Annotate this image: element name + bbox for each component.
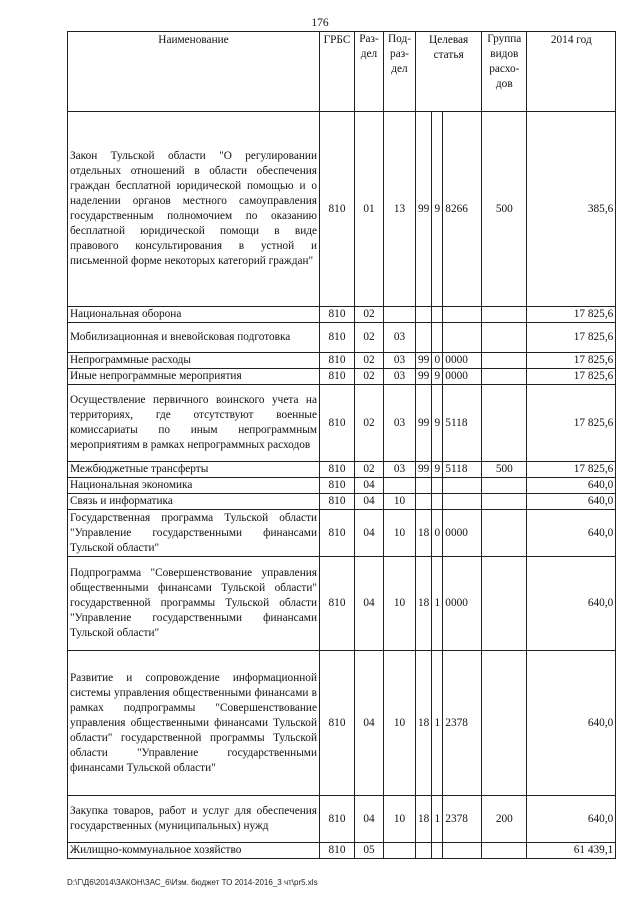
- row-target-program: 99: [416, 385, 432, 462]
- row-name: Национальная экономика: [68, 478, 320, 494]
- row-target-direction: 2378: [443, 796, 482, 843]
- row-grbs: 810: [320, 796, 355, 843]
- row-expense-group: [482, 651, 527, 796]
- row-podrazdel: 03: [384, 369, 416, 385]
- row-target-subprogram: 1: [432, 651, 443, 796]
- file-path-footer: D:\Г\Д6\2014\ЗАКОН\ЗАС_6\Изм. бюджет ТО 2014-2016_3 чт\pr5.xls: [67, 878, 318, 887]
- row-name: Национальная оборона: [68, 307, 320, 323]
- budget-table: [67, 31, 616, 859]
- table-row: [68, 796, 616, 843]
- row-grbs: 810: [320, 353, 355, 369]
- row-target-direction: 2378: [443, 651, 482, 796]
- row-name: Осуществление первичного воинского учета на территориях, где отсутствуют военные комиссариаты по иным непрограммным мероприятиям в рамках непрограммных расходов: [68, 385, 320, 462]
- row-podrazdel: 10: [384, 510, 416, 557]
- table-row: [68, 112, 616, 307]
- row-expense-group: 200: [482, 796, 527, 843]
- row-grbs: 810: [320, 651, 355, 796]
- row-expense-group: [482, 369, 527, 385]
- row-name: Непрограммные расходы: [68, 353, 320, 369]
- row-expense-group: [482, 510, 527, 557]
- page-number: 176: [311, 17, 329, 29]
- row-target-direction: [443, 843, 482, 859]
- row-amount: 385,6: [527, 112, 616, 307]
- row-target-program: 99: [416, 369, 432, 385]
- row-target-program: 99: [416, 462, 432, 478]
- row-podrazdel: 03: [384, 353, 416, 369]
- row-name: Межбюджетные трансферты: [68, 462, 320, 478]
- row-target-subprogram: 0: [432, 353, 443, 369]
- table-body: [68, 112, 616, 859]
- row-razdel: 02: [355, 385, 384, 462]
- row-target-direction: 5118: [443, 462, 482, 478]
- header-grbs: ГРБС: [320, 32, 355, 112]
- row-podrazdel: [384, 307, 416, 323]
- table-row: [68, 494, 616, 510]
- table-row: [68, 323, 616, 353]
- row-grbs: 810: [320, 510, 355, 557]
- row-target-direction: [443, 323, 482, 353]
- row-amount: 640,0: [527, 510, 616, 557]
- row-razdel: 02: [355, 323, 384, 353]
- header-celevaya-statya: Целевая статья: [416, 32, 482, 112]
- row-razdel: 04: [355, 510, 384, 557]
- row-target-direction: [443, 307, 482, 323]
- row-amount: 17 825,6: [527, 307, 616, 323]
- table-row: [68, 510, 616, 557]
- row-expense-group: [482, 478, 527, 494]
- row-target-direction: 0000: [443, 369, 482, 385]
- table-row: [68, 307, 616, 323]
- row-target-subprogram: 1: [432, 557, 443, 651]
- row-expense-group: [482, 385, 527, 462]
- row-target-program: [416, 494, 432, 510]
- row-podrazdel: 10: [384, 494, 416, 510]
- row-razdel: 04: [355, 494, 384, 510]
- row-expense-group: 500: [482, 462, 527, 478]
- row-amount: 640,0: [527, 494, 616, 510]
- row-target-direction: 8266: [443, 112, 482, 307]
- row-grbs: 810: [320, 307, 355, 323]
- row-grbs: 810: [320, 369, 355, 385]
- row-target-program: 99: [416, 353, 432, 369]
- row-name: Мобилизационная и вневойсковая подготовка: [68, 323, 320, 353]
- row-razdel: 04: [355, 651, 384, 796]
- row-target-direction: [443, 478, 482, 494]
- row-grbs: 810: [320, 462, 355, 478]
- row-target-program: 18: [416, 796, 432, 843]
- row-expense-group: [482, 323, 527, 353]
- row-razdel: 02: [355, 307, 384, 323]
- row-podrazdel: [384, 478, 416, 494]
- row-name: Закон Тульской области "О регулировании отдельных отношений в области обеспечения граждан бесплатной юридической помощью и о наделении органов местного самоуправления государственным полномочием по оказанию бесплатной юридической помощи в виде правового консультирования в устной и письменной форме некоторых категорий граждан": [68, 112, 320, 307]
- row-amount: 640,0: [527, 796, 616, 843]
- row-grbs: 810: [320, 323, 355, 353]
- row-amount: 61 439,1: [527, 843, 616, 859]
- row-target-direction: 0000: [443, 557, 482, 651]
- row-amount: 17 825,6: [527, 369, 616, 385]
- table-row: [68, 557, 616, 651]
- row-razdel: 04: [355, 557, 384, 651]
- row-target-program: 18: [416, 651, 432, 796]
- table-row: [68, 651, 616, 796]
- row-amount: 17 825,6: [527, 385, 616, 462]
- row-razdel: 01: [355, 112, 384, 307]
- row-target-program: 18: [416, 557, 432, 651]
- row-target-subprogram: 9: [432, 462, 443, 478]
- table-row: [68, 385, 616, 462]
- table-row: [68, 369, 616, 385]
- row-amount: 17 825,6: [527, 353, 616, 369]
- row-target-subprogram: 9: [432, 112, 443, 307]
- row-expense-group: [482, 307, 527, 323]
- row-amount: 640,0: [527, 478, 616, 494]
- row-target-program: [416, 478, 432, 494]
- row-target-program: [416, 323, 432, 353]
- row-target-subprogram: 0: [432, 510, 443, 557]
- row-name: Закупка товаров, работ и услуг для обеспечения государственных (муниципальных) нужд: [68, 796, 320, 843]
- row-grbs: 810: [320, 843, 355, 859]
- row-amount: 640,0: [527, 557, 616, 651]
- row-target-subprogram: 9: [432, 369, 443, 385]
- row-target-program: 18: [416, 510, 432, 557]
- row-expense-group: [482, 557, 527, 651]
- row-target-subprogram: 1: [432, 796, 443, 843]
- header-row: [68, 32, 616, 112]
- row-target-subprogram: [432, 307, 443, 323]
- row-amount: 17 825,6: [527, 323, 616, 353]
- row-grbs: 810: [320, 557, 355, 651]
- row-podrazdel: 10: [384, 796, 416, 843]
- row-podrazdel: 03: [384, 462, 416, 478]
- row-grbs: 810: [320, 494, 355, 510]
- row-name: Развитие и сопровождение информационной системы управления общественными финансами в рамках подпрограммы "Совершенствование управления общественными финансами Тульской области" государственной программы Тульской области "Управление государственными финансами Тульской области": [68, 651, 320, 796]
- row-name: Подпрограмма "Совершенствование управления общественными финансами Тульской области" государственной программы Тульской области "Управление государственными финансами Тульской области": [68, 557, 320, 651]
- row-target-subprogram: [432, 478, 443, 494]
- header-name: Наименование: [68, 32, 320, 112]
- row-razdel: 02: [355, 353, 384, 369]
- row-amount: 17 825,6: [527, 462, 616, 478]
- header-gruppa-vidov-rashodov: Группа видов расхо- дов: [482, 32, 527, 112]
- row-grbs: 810: [320, 385, 355, 462]
- row-expense-group: 500: [482, 112, 527, 307]
- row-target-direction: 0000: [443, 353, 482, 369]
- header-razdel: Раз- дел: [355, 32, 384, 112]
- row-target-direction: [443, 494, 482, 510]
- row-target-program: [416, 307, 432, 323]
- row-razdel: 04: [355, 796, 384, 843]
- row-expense-group: [482, 494, 527, 510]
- row-razdel: 02: [355, 369, 384, 385]
- table-row: [68, 843, 616, 859]
- row-target-subprogram: 9: [432, 385, 443, 462]
- row-podrazdel: 10: [384, 557, 416, 651]
- row-target-program: 99: [416, 112, 432, 307]
- row-razdel: 05: [355, 843, 384, 859]
- row-name: Жилищно-коммунальное хозяйство: [68, 843, 320, 859]
- row-target-subprogram: [432, 494, 443, 510]
- row-target-program: [416, 843, 432, 859]
- row-podrazdel: [384, 843, 416, 859]
- row-expense-group: [482, 843, 527, 859]
- row-target-direction: 0000: [443, 510, 482, 557]
- row-amount: 640,0: [527, 651, 616, 796]
- row-podrazdel: 10: [384, 651, 416, 796]
- row-razdel: 02: [355, 462, 384, 478]
- table-row: [68, 353, 616, 369]
- header-podrazdel: Под- раз- дел: [384, 32, 416, 112]
- row-razdel: 04: [355, 478, 384, 494]
- row-podrazdel: 13: [384, 112, 416, 307]
- row-target-direction: 5118: [443, 385, 482, 462]
- row-name: Связь и информатика: [68, 494, 320, 510]
- row-grbs: 810: [320, 112, 355, 307]
- row-expense-group: [482, 353, 527, 369]
- table-row: [68, 478, 616, 494]
- row-name: Государственная программа Тульской области "Управление государственными финансами Тульской области": [68, 510, 320, 557]
- row-target-subprogram: [432, 323, 443, 353]
- row-podrazdel: 03: [384, 385, 416, 462]
- row-podrazdel: 03: [384, 323, 416, 353]
- row-grbs: 810: [320, 478, 355, 494]
- table-row: [68, 462, 616, 478]
- header-year: 2014 год: [527, 32, 616, 112]
- row-name: Иные непрограммные мероприятия: [68, 369, 320, 385]
- row-target-subprogram: [432, 843, 443, 859]
